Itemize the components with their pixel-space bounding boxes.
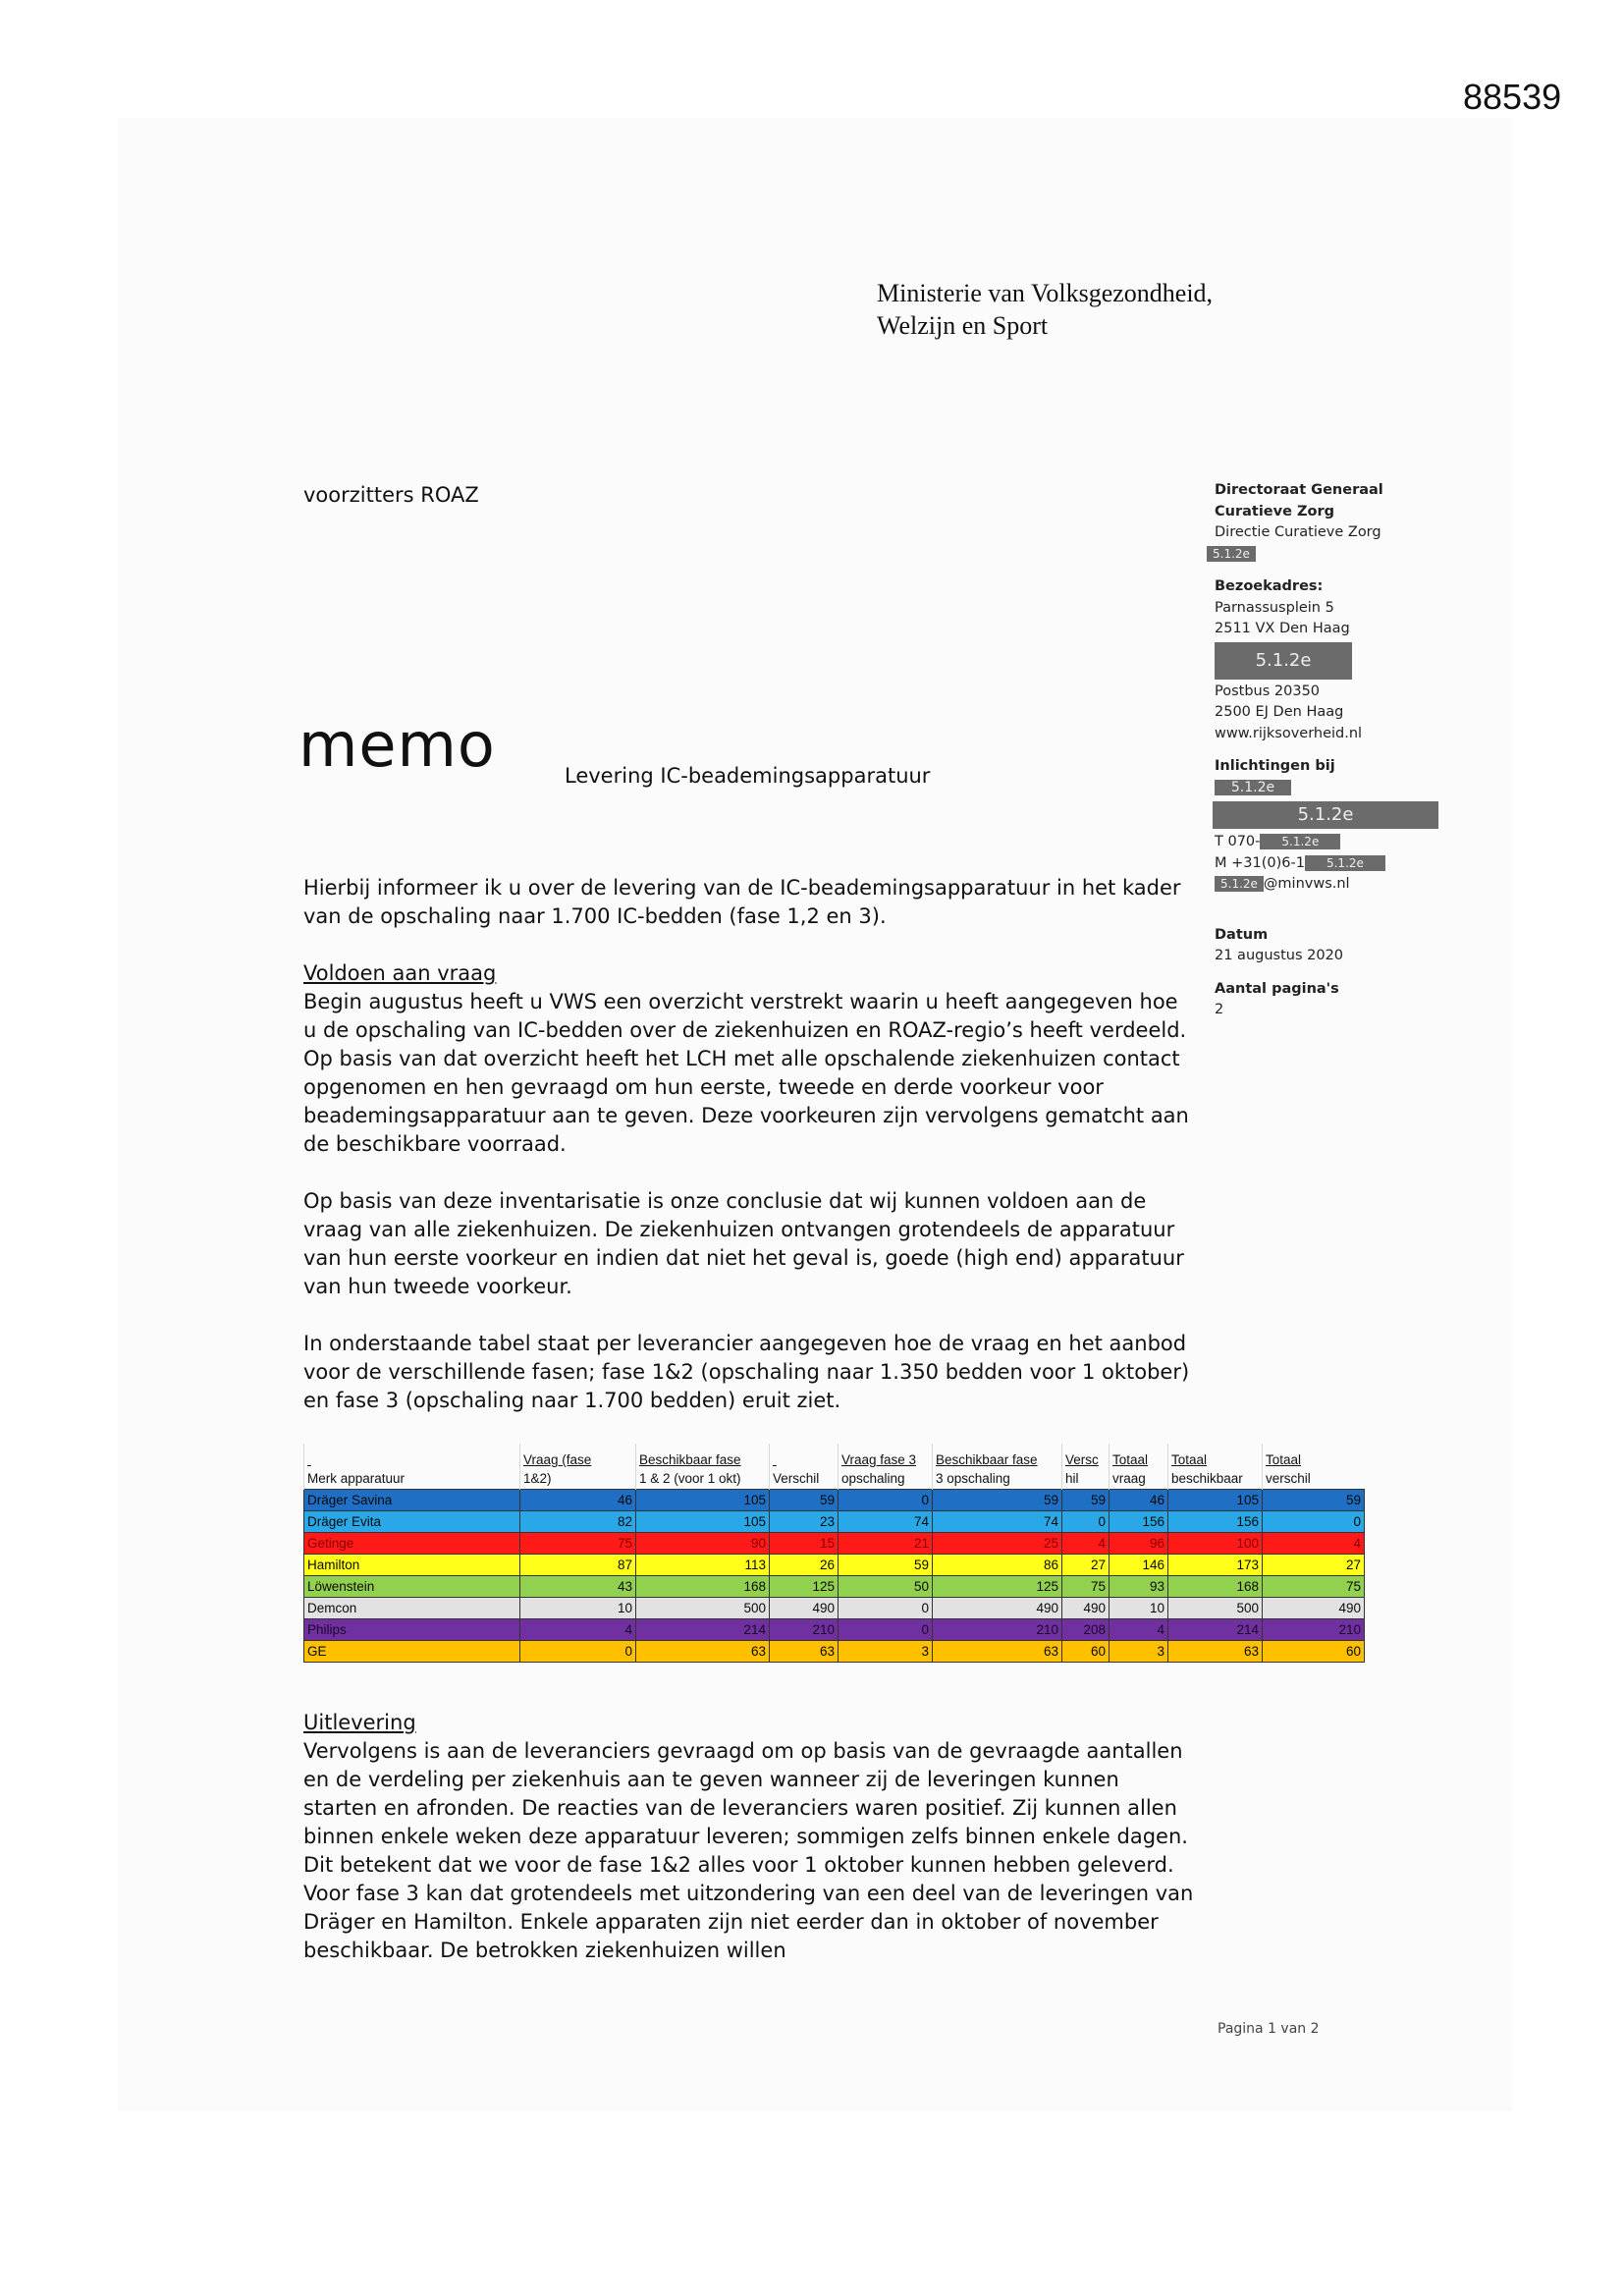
brand-cell: GE — [304, 1641, 520, 1663]
value-cell: 60 — [1263, 1641, 1365, 1663]
value-cell: 210 — [770, 1619, 839, 1641]
value-cell: 105 — [1168, 1490, 1263, 1511]
value-cell: 10 — [1110, 1598, 1168, 1619]
sidebar-visit-street: Parnassusplein 5 — [1215, 599, 1334, 616]
value-cell: 490 — [770, 1598, 839, 1619]
value-cell: 75 — [520, 1533, 636, 1555]
sidebar-post-city: 2500 EJ Den Haag — [1215, 704, 1344, 720]
page-number: Pagina 1 van 2 — [1218, 2021, 1320, 2037]
table-row — [304, 1598, 1365, 1619]
sidebar-website: www.rijksoverheid.nl — [1215, 725, 1363, 741]
value-cell: 214 — [636, 1619, 770, 1641]
value-cell: 0 — [520, 1641, 636, 1663]
sidebar-info-label: Inlichtingen bij — [1215, 758, 1335, 774]
table-row — [304, 1619, 1365, 1641]
header-line: Vraag fase 3 — [841, 1452, 917, 1467]
value-cell: 26 — [770, 1555, 839, 1576]
header-line: 1&2) — [523, 1471, 552, 1486]
header-line: Beschikbaar fase — [936, 1452, 1038, 1467]
value-cell: 60 — [1062, 1641, 1110, 1663]
section-heading-voldoen: Voldoen aan vraag — [303, 961, 497, 985]
value-cell: 46 — [520, 1490, 636, 1511]
paragraph: In onderstaande tabel staat per leverancier aangegeven hoe de vraag en het aanbod voor de verschillende fasen; fase 1&2 (opschaling naar 1.350 bedden voor 1 oktober) en fase 3 (opschaling naar 1.700 bedden) eruit ziet. — [303, 1332, 1190, 1412]
table-row — [304, 1641, 1365, 1663]
addressee: voorzitters ROAZ — [303, 483, 479, 507]
header-line: verschil — [1266, 1471, 1311, 1486]
value-cell: 4 — [520, 1619, 636, 1641]
value-cell: 4 — [1110, 1619, 1168, 1641]
value-cell: 10 — [520, 1598, 636, 1619]
section-voldoen — [303, 959, 1197, 1415]
header-line: 1 & 2 (voor 1 okt) — [639, 1471, 741, 1486]
redaction-box: 5.1.2e — [1215, 876, 1264, 892]
value-cell: 4 — [1263, 1533, 1365, 1555]
sidebar-org-line-3: Directie Curatieve Zorg — [1215, 524, 1381, 540]
value-cell: 59 — [1263, 1490, 1365, 1511]
value-cell: 27 — [1263, 1555, 1365, 1576]
sidebar-email-suffix: @minvws.nl — [1263, 876, 1350, 892]
value-cell: 74 — [839, 1511, 933, 1533]
value-cell: 3 — [839, 1641, 933, 1663]
brand-cell: Demcon — [304, 1598, 520, 1619]
header-line — [307, 1450, 516, 1469]
table-header-cell — [839, 1444, 933, 1490]
intro-paragraph: Hierbij informeer ik u over de levering van de IC-beademingsapparatuur in het kader van de opschaling naar 1.700 IC-bedden (fase 1,2 en 3). — [303, 876, 1181, 928]
value-cell: 210 — [1263, 1619, 1365, 1641]
redaction-box: 5.1.2e — [1215, 780, 1291, 795]
sidebar-date-label: Datum — [1215, 926, 1269, 943]
value-cell: 93 — [1110, 1576, 1168, 1598]
value-cell: 0 — [839, 1490, 933, 1511]
ministry-logo-text — [877, 277, 1213, 342]
value-cell: 59 — [1062, 1490, 1110, 1511]
table-row — [304, 1576, 1365, 1598]
table-header-cell — [520, 1444, 636, 1490]
ministry-line-1: Ministerie van Volksgezondheid, — [877, 279, 1214, 307]
brand-cell: Löwenstein — [304, 1576, 520, 1598]
value-cell: 214 — [1168, 1619, 1263, 1641]
header-line: opschaling — [841, 1471, 905, 1486]
table-header-cell — [933, 1444, 1062, 1490]
value-cell: 105 — [636, 1511, 770, 1533]
redaction-box: 5.1.2e — [1207, 546, 1256, 562]
intro-block — [303, 874, 1197, 931]
value-cell: 63 — [770, 1641, 839, 1663]
table-row — [304, 1490, 1365, 1511]
brand-cell: Getinge — [304, 1533, 520, 1555]
table-row — [304, 1555, 1365, 1576]
brand-cell: Dräger Evita — [304, 1511, 520, 1533]
value-cell: 87 — [520, 1555, 636, 1576]
value-cell: 63 — [636, 1641, 770, 1663]
paragraph: Begin augustus heeft u VWS een overzicht verstrekt waarin u heeft aangegeven hoe u de opschaling van IC-bedden over de ziekenhuizen en ROAZ-regio’s heeft verdeeld. Op basis van dat overzicht heeft het LCH met alle opschalende ziekenhuizen contact opgenomen en hen gevraagd om hun eerste, tweede en derde voorkeur voor beademingsapparatuur aan te geven. Deze voorkeuren zijn vervolgens gematcht aan de beschikbare voorraad. — [303, 990, 1189, 1156]
brand-cell: Philips — [304, 1619, 520, 1641]
sidebar-pages-value: 2 — [1215, 1002, 1224, 1017]
value-cell: 4 — [1062, 1533, 1110, 1555]
header-line: Vraag (fase — [523, 1452, 592, 1467]
value-cell: 490 — [1263, 1598, 1365, 1619]
value-cell: 0 — [1263, 1511, 1365, 1533]
value-cell: 125 — [933, 1576, 1062, 1598]
section-heading-uitlevering: Uitlevering — [303, 1711, 416, 1734]
value-cell: 146 — [1110, 1555, 1168, 1576]
value-cell: 208 — [1062, 1619, 1110, 1641]
header-line: 3 opschaling — [936, 1471, 1010, 1486]
header-line: Versc — [1065, 1452, 1099, 1467]
table-header-cell — [1110, 1444, 1168, 1490]
sidebar-phone-prefix: T 070- — [1215, 834, 1261, 849]
value-cell: 156 — [1110, 1511, 1168, 1533]
table-header-cell — [1263, 1444, 1365, 1490]
value-cell: 23 — [770, 1511, 839, 1533]
value-cell: 113 — [636, 1555, 770, 1576]
value-cell: 500 — [1168, 1598, 1263, 1619]
header-line: beschikbaar — [1171, 1471, 1243, 1486]
value-cell: 75 — [1062, 1576, 1110, 1598]
sidebar-pages-label: Aantal pagina's — [1215, 980, 1339, 997]
sidebar-visit-city: 2511 VX Den Haag — [1215, 621, 1350, 636]
value-cell: 63 — [1168, 1641, 1263, 1663]
value-cell: 105 — [636, 1490, 770, 1511]
table-body — [304, 1490, 1365, 1663]
header-line: Totaal — [1266, 1452, 1302, 1467]
value-cell: 173 — [1168, 1555, 1263, 1576]
value-cell: 86 — [933, 1555, 1062, 1576]
value-cell: 59 — [770, 1490, 839, 1511]
header-line: Merk apparatuur — [307, 1471, 406, 1486]
table-header-cell — [304, 1444, 520, 1490]
value-cell: 0 — [1062, 1511, 1110, 1533]
sidebar-mobile-prefix: M +31(0)6-1 — [1215, 854, 1305, 871]
table-header-cell — [1168, 1444, 1263, 1490]
paragraph: Op basis van deze inventarisatie is onze conclusie dat wij kunnen voldoen aan de vraag van alle ziekenhuizen. De ziekenhuizen ontvangen grotendeels de apparatuur van hun eerste voorkeur en indien dat niet het geval is, goede (high end) apparatuur van hun tweede voorkeur. — [303, 1189, 1184, 1298]
value-cell: 43 — [520, 1576, 636, 1598]
value-cell: 75 — [1263, 1576, 1365, 1598]
value-cell: 96 — [1110, 1533, 1168, 1555]
value-cell: 168 — [636, 1576, 770, 1598]
value-cell: 125 — [770, 1576, 839, 1598]
value-cell: 50 — [839, 1576, 933, 1598]
value-cell: 0 — [839, 1619, 933, 1641]
header-line: Verschil — [773, 1471, 820, 1486]
value-cell: 490 — [1062, 1598, 1110, 1619]
value-cell: 500 — [636, 1598, 770, 1619]
value-cell: 490 — [933, 1598, 1062, 1619]
table-row — [304, 1533, 1365, 1555]
sidebar-visit-label: Bezoekadres: — [1215, 578, 1324, 594]
value-cell: 15 — [770, 1533, 839, 1555]
header-line: vraag — [1112, 1471, 1146, 1486]
value-cell: 74 — [933, 1511, 1062, 1533]
value-cell: 156 — [1168, 1511, 1263, 1533]
redaction-box: 5.1.2e — [1213, 801, 1438, 829]
value-cell: 90 — [636, 1533, 770, 1555]
sidebar-date-value: 21 augustus 2020 — [1215, 948, 1344, 963]
section-uitlevering — [303, 1709, 1197, 1965]
header-line — [773, 1450, 835, 1469]
paragraph: Vervolgens is aan de leveranciers gevraagd om op basis van de gevraagde aantallen en de verdeling per ziekenhuis aan te geven wanneer zij de leveringen kunnen starten en afronden. De reacties van de leveranciers waren positief. Zij kunnen allen binnen enkele weken deze apparatuur leveren; sommigen zelfs binnen enkele dagen. Dit betekent dat we voor de fase 1&2 alles voor 1 oktober kunnen hebben geleverd. Voor fase 3 kan dat grotendeels met uitzondering van een deel van de leveringen van Dräger en Hamilton. Enkele apparaten zijn niet eerder dan in oktober of november beschikbaar. De betrokken ziekenhuizen willen — [303, 1739, 1194, 1962]
value-cell: 25 — [933, 1533, 1062, 1555]
value-cell: 100 — [1168, 1533, 1263, 1555]
value-cell: 168 — [1168, 1576, 1263, 1598]
value-cell: 21 — [839, 1533, 933, 1555]
value-cell: 46 — [1110, 1490, 1168, 1511]
value-cell: 27 — [1062, 1555, 1110, 1576]
memo-subject: Levering IC-beademingsapparatuur — [565, 764, 931, 788]
header-line: Beschikbaar fase — [639, 1452, 741, 1467]
redaction-box: 5.1.2e — [1215, 642, 1352, 680]
table-header-cell — [770, 1444, 839, 1490]
table-header-row — [304, 1444, 1365, 1490]
supplier-table — [303, 1444, 1365, 1663]
redaction-box: 5.1.2e — [1305, 855, 1385, 871]
sidebar-org-line-1: Directoraat Generaal — [1215, 482, 1383, 498]
header-line: Totaal — [1171, 1452, 1208, 1467]
table-row — [304, 1511, 1365, 1533]
memo-title: memo — [298, 709, 496, 781]
value-cell: 59 — [839, 1555, 933, 1576]
value-cell: 63 — [933, 1641, 1062, 1663]
redaction-box: 5.1.2e — [1260, 834, 1340, 849]
header-line: Totaal — [1112, 1452, 1149, 1467]
sidebar-contact-block — [1215, 480, 1450, 1021]
brand-cell: Hamilton — [304, 1555, 520, 1576]
value-cell: 82 — [520, 1511, 636, 1533]
table-header-cell — [1062, 1444, 1110, 1490]
value-cell: 3 — [1110, 1641, 1168, 1663]
sidebar-org-line-2: Curatieve Zorg — [1215, 503, 1334, 519]
table-header-cell — [636, 1444, 770, 1490]
value-cell: 210 — [933, 1619, 1062, 1641]
sidebar-postbus: Postbus 20350 — [1215, 683, 1321, 699]
document-number: 88539 — [1463, 77, 1562, 117]
ministry-line-2: Welzijn en Sport — [877, 311, 1049, 340]
value-cell: 59 — [933, 1490, 1062, 1511]
value-cell: 0 — [839, 1598, 933, 1619]
brand-cell: Dräger Savina — [304, 1490, 520, 1511]
header-line: hil — [1065, 1471, 1079, 1486]
